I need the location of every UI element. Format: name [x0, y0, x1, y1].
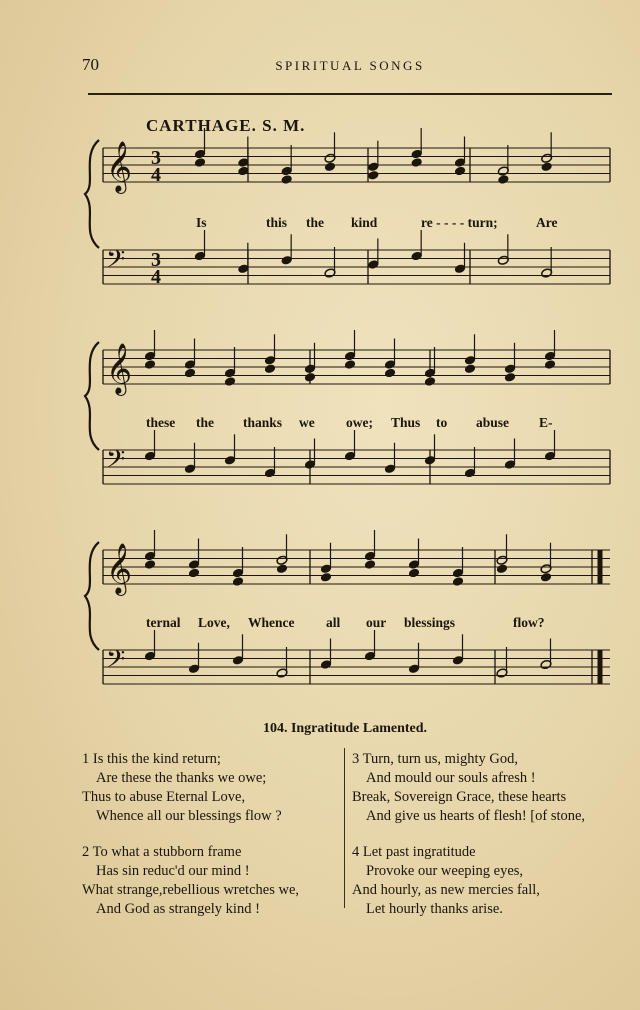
lyric-syllable: re - - - - turn;	[421, 215, 498, 230]
hymn-line: 4 Let past ingratitude	[352, 844, 476, 860]
page-number: 70	[82, 55, 99, 74]
lyric-syllable: we	[299, 415, 315, 430]
note-head	[144, 559, 156, 569]
note-head	[454, 166, 466, 176]
note-head	[320, 572, 332, 582]
time-signature-bottom: 4	[151, 266, 161, 288]
note-head	[464, 364, 476, 374]
hymn-line: 2 To what a stubborn frame	[82, 844, 242, 860]
lyric-syllable: these	[146, 415, 176, 430]
hymn-line: What strange,rebellious wretches we,	[82, 882, 300, 898]
note-head	[424, 376, 436, 386]
note-head	[324, 162, 336, 172]
note-head	[540, 572, 552, 582]
hymn-line: Let hourly thanks arise.	[366, 901, 503, 917]
hymn-line: 3 Turn, turn us, mighty God,	[352, 751, 518, 767]
note-head	[367, 170, 379, 180]
note-head	[188, 568, 200, 578]
note-head	[496, 564, 508, 574]
lyric-syllable: Thus	[391, 415, 421, 430]
time-signature-top: 3	[151, 249, 161, 271]
note-head	[224, 376, 236, 386]
bass-clef: 𝄢	[106, 645, 126, 680]
time-signature-top: 3	[151, 147, 161, 169]
hymn-line: And God as strangely kind !	[96, 901, 260, 917]
hymn-line: 1 Is this the kind return;	[82, 751, 221, 767]
note-head	[541, 162, 553, 172]
treble-clef: 𝄞	[106, 343, 133, 394]
note-head	[411, 157, 423, 167]
brace	[85, 140, 99, 248]
note-head	[184, 368, 196, 378]
lyric-syllable: Is	[196, 215, 207, 230]
hymn-line: Break, Sovereign Grace, these hearts	[352, 789, 567, 805]
lyric-syllable: owe;	[346, 415, 373, 430]
note-head	[452, 576, 464, 586]
brace	[85, 542, 99, 650]
time-signature-bottom: 4	[151, 164, 161, 186]
note-head	[281, 174, 293, 184]
bass-clef: 𝄢	[106, 245, 126, 280]
note-head	[344, 359, 356, 369]
note-head	[276, 564, 288, 574]
note-head	[232, 576, 244, 586]
hymn-line: Are these the thanks we owe;	[96, 770, 267, 786]
stanza-gap	[352, 826, 585, 843]
bass-clef: 𝄢	[106, 445, 126, 480]
lyric-syllable: Whence	[248, 615, 295, 630]
note-head	[384, 368, 396, 378]
hymn-line: And hourly, as new mercies fall,	[352, 882, 540, 898]
note-head	[264, 364, 276, 374]
note-head	[408, 568, 420, 578]
lyric-syllable: flow?	[513, 615, 545, 630]
hymn-line: Provoke our weeping eyes,	[366, 863, 524, 879]
lyric-syllable: this	[266, 215, 288, 230]
note-head	[504, 372, 516, 382]
lyric-syllable: all	[326, 615, 341, 630]
lyric-syllable: to	[436, 415, 448, 430]
note-head	[497, 174, 509, 184]
hymn-line: Thus to abuse Eternal Love,	[82, 789, 246, 805]
hymn-left-column	[82, 750, 299, 919]
hymn-title: 104. Ingratitude Lamented.	[262, 721, 428, 736]
tune-title: CARTHAGE. S. M.	[146, 116, 306, 135]
lyric-syllable: blessings	[404, 615, 456, 630]
lyric-syllable: kind	[351, 215, 378, 230]
stanza-gap	[82, 826, 299, 843]
column-divider	[344, 748, 345, 908]
note-head	[364, 559, 376, 569]
note-head	[544, 359, 556, 369]
lyric-syllable: thanks	[243, 415, 283, 430]
running-head: SPIRITUAL SONGS	[275, 58, 425, 73]
lyric-syllable: E-	[539, 415, 553, 430]
treble-clef: 𝄞	[106, 543, 133, 594]
lyric-syllable: abuse	[476, 415, 510, 430]
lyric-syllable: Are	[536, 215, 558, 230]
lyric-syllable: Love,	[198, 615, 230, 630]
note-head	[144, 359, 156, 369]
hymn-line: And mould our souls afresh !	[366, 770, 536, 786]
brace	[85, 342, 99, 450]
hymn-line: Whence all our blessings flow ?	[96, 808, 282, 824]
note-head	[304, 372, 316, 382]
treble-clef: 𝄞	[106, 141, 133, 192]
hymn-line: Has sin reduc'd our mind !	[96, 863, 250, 879]
hymn-line: And give us hearts of flesh! [of stone,	[366, 808, 586, 824]
lyric-syllable: the	[306, 215, 324, 230]
hymn-right-column	[352, 750, 585, 919]
lyric-syllable: ternal	[146, 615, 181, 630]
note-head	[194, 157, 206, 167]
lyric-syllable: the	[196, 415, 214, 430]
lyric-syllable: our	[366, 615, 387, 630]
